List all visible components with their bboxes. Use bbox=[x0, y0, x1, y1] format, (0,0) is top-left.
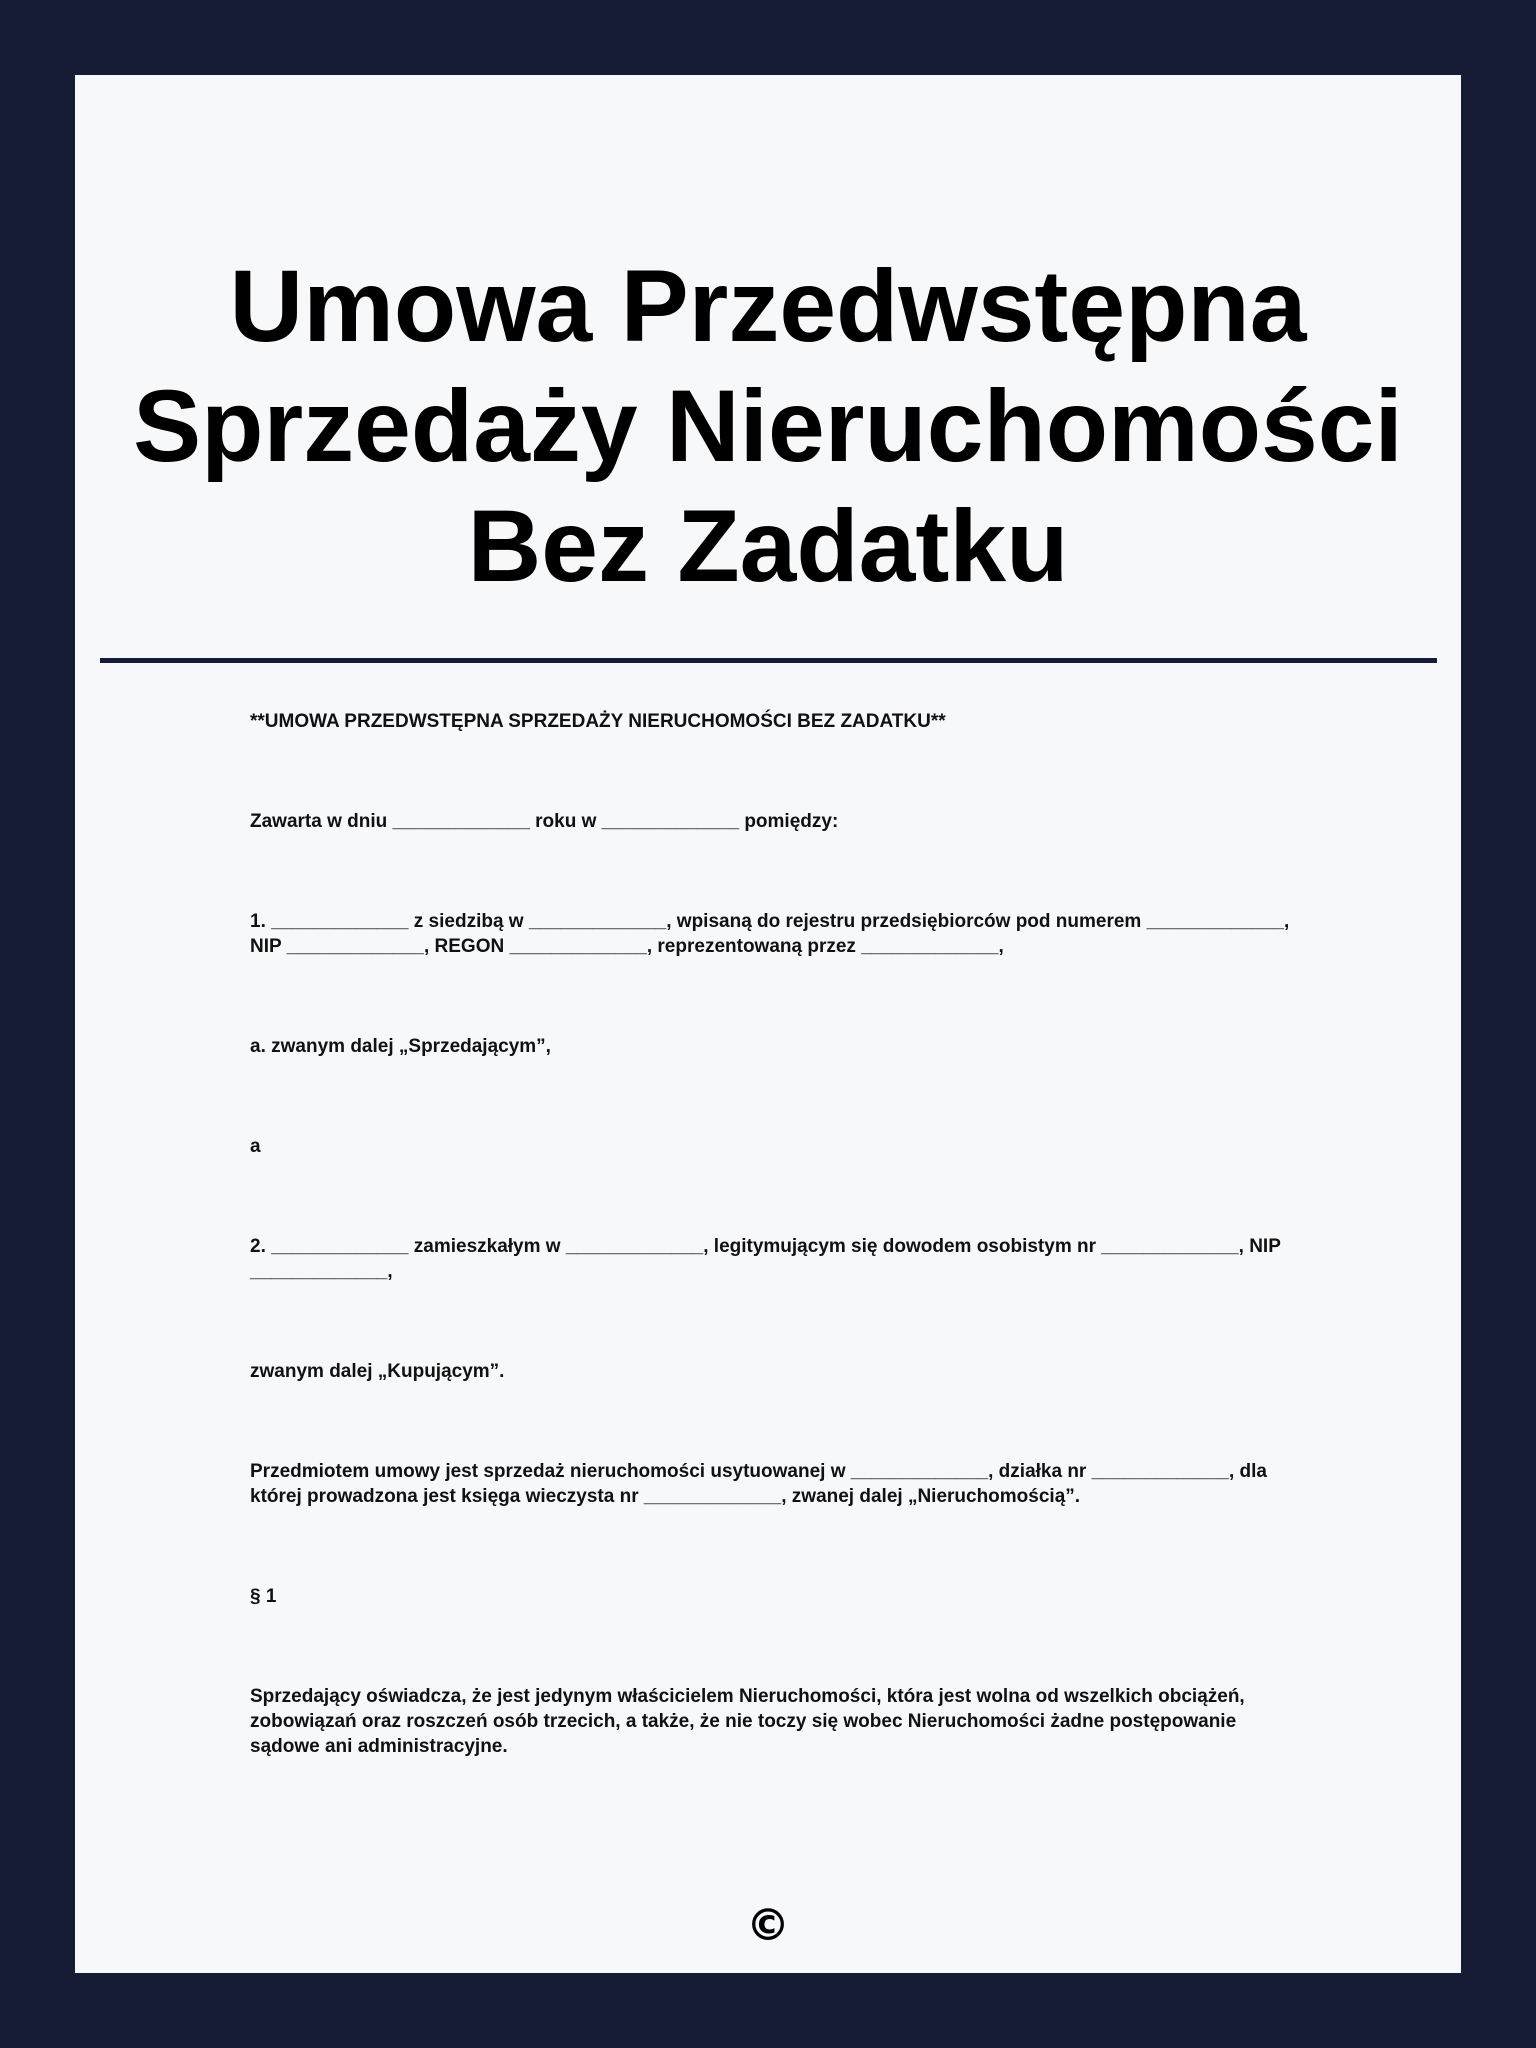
party-1-details: 1. _____________ z siedzibą w _____________, wpisaną do rejestru przedsiębiorców pod numerem _____________, NIP _____________, REGON _____________, reprezentowaną przez _____________, bbox=[250, 911, 1295, 957]
document-page bbox=[75, 75, 1461, 1973]
subject-of-contract: Przedmiotem umowy jest sprzedaż nieruchomości usytuowanej w _____________, działka nr _____________, dla której prowadzona jest księga wieczysta nr _____________, zwanej dalej „Nieruchomością”. bbox=[250, 1461, 1273, 1507]
title-line-2: Sprzedaży Nieruchomości bbox=[133, 369, 1403, 483]
section-1-heading: § 1 bbox=[250, 1586, 277, 1607]
party-2-details: 2. _____________ zamieszkałym w _____________, legitymującym się dowodem osobistym nr _____________, NIP _____________, bbox=[250, 1236, 1286, 1282]
conjunction: a bbox=[250, 1136, 261, 1157]
section-1-text: Sprzedający oświadcza, że jest jedynym właścicielem Nieruchomości, która jest wolna od wszelkich obciążeń, zobowiązań oraz roszczeń osób trzecich, a także, że nie toczy się wobec Nieruchomości żadne postępowanie sądowe ani administracyjne. bbox=[250, 1686, 1250, 1757]
party-1-designation: a. zwanym dalej „Sprzedającym”, bbox=[250, 1036, 551, 1057]
party-2-designation: zwanym dalej „Kupującym”. bbox=[250, 1361, 505, 1382]
document-title bbox=[75, 246, 1461, 606]
document-body bbox=[250, 709, 1295, 1834]
title-line-3: Bez Zadatku bbox=[467, 489, 1069, 603]
title-divider bbox=[100, 658, 1437, 663]
contract-heading: **UMOWA PRZEDWSTĘPNA SPRZEDAŻY NIERUCHOMOŚCI BEZ ZADATKU** bbox=[250, 711, 946, 732]
copyright-icon: © bbox=[746, 1900, 790, 1951]
title-line-1: Umowa Przedwstępna bbox=[229, 249, 1307, 363]
contract-date-place: Zawarta w dniu _____________ roku w _____________ pomiędzy: bbox=[250, 811, 839, 832]
